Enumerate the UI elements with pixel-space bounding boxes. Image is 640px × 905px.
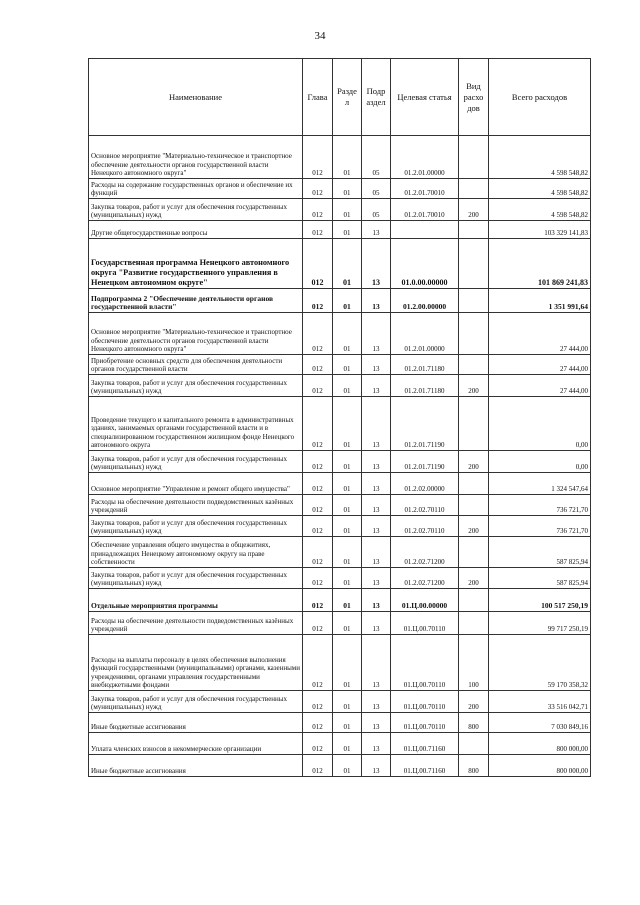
row-name: Государственная программа Ненецкого автономного округа "Развитие государственного управления в Ненецком автономном округе" xyxy=(89,239,303,289)
row-podrazdel: 13 xyxy=(362,495,391,516)
table-row xyxy=(89,589,591,612)
row-glava: 012 xyxy=(303,179,333,199)
page-number: 34 xyxy=(314,30,326,42)
row-podrazdel: 13 xyxy=(362,612,391,635)
table-row xyxy=(89,473,591,495)
row-vid xyxy=(459,473,489,495)
row-vid xyxy=(459,313,489,355)
row-total: 4 598 548,82 xyxy=(489,136,591,179)
row-name: Основное мероприятие "Материально-техническое и транспортное обеспечение деятельности органов государственной власти Ненецкого автономного округа" xyxy=(89,136,303,179)
table-row xyxy=(89,516,591,537)
table-row xyxy=(89,221,591,239)
row-razdel: 01 xyxy=(333,733,362,755)
row-target: 01.2.01.71180 xyxy=(391,355,459,375)
row-target: 01.Ц.00.71160 xyxy=(391,755,459,777)
row-name: Закупка товаров, работ и услуг для обеспечения государственных (муниципальных) нужд xyxy=(89,375,303,397)
row-target: 01.2.01.00000 xyxy=(391,136,459,179)
row-total: 100 517 250,19 xyxy=(489,589,591,612)
table-row xyxy=(89,495,591,516)
row-name: Основное мероприятие "Материально-техническое и транспортное обеспечение деятельности органов государственной власти Ненецкого автономного округа" xyxy=(89,313,303,355)
row-vid xyxy=(459,612,489,635)
row-razdel: 01 xyxy=(333,612,362,635)
row-razdel: 01 xyxy=(333,313,362,355)
row-vid xyxy=(459,589,489,612)
row-podrazdel: 13 xyxy=(362,355,391,375)
row-total: 0,00 xyxy=(489,397,591,451)
row-target: 01.2.02.70110 xyxy=(391,495,459,516)
header-podrazdel: Подр аздел xyxy=(362,59,391,136)
row-razdel: 01 xyxy=(333,691,362,713)
row-name: Закупка товаров, работ и услуг для обеспечения государственных (муниципальных) нужд xyxy=(89,691,303,713)
row-podrazdel: 13 xyxy=(362,537,391,568)
row-podrazdel: 05 xyxy=(362,136,391,179)
row-razdel: 01 xyxy=(333,589,362,612)
row-razdel: 01 xyxy=(333,635,362,691)
row-name: Обеспечение управления общего имущества в общежитиях, принадлежащих Ненецкому автономному округу на праве собственности xyxy=(89,537,303,568)
row-glava: 012 xyxy=(303,239,333,289)
row-vid: 200 xyxy=(459,199,489,221)
row-podrazdel: 13 xyxy=(362,691,391,713)
budget-table xyxy=(88,58,591,777)
row-target: 01.2.01.70010 xyxy=(391,199,459,221)
table-row xyxy=(89,451,591,473)
table-row xyxy=(89,755,591,777)
header-glava: Глава xyxy=(303,59,333,136)
row-vid xyxy=(459,136,489,179)
row-glava: 012 xyxy=(303,568,333,589)
row-podrazdel: 13 xyxy=(362,239,391,289)
row-target: 01.Ц.00.70110 xyxy=(391,612,459,635)
table-row xyxy=(89,179,591,199)
row-glava: 012 xyxy=(303,755,333,777)
row-podrazdel: 13 xyxy=(362,713,391,733)
row-name: Иные бюджетные ассигнования xyxy=(89,755,303,777)
row-total: 99 717 250,19 xyxy=(489,612,591,635)
row-name: Уплата членских взносов в некоммерческие организации xyxy=(89,733,303,755)
row-total: 736 721,70 xyxy=(489,495,591,516)
row-name: Расходы на выплаты персоналу в целях обеспечения выполнения функций государственными (муниципальными) органами, казенными учреждениями, органами управления государственными внебюджетными фондами xyxy=(89,635,303,691)
row-name: Расходы на обеспечение деятельности подведомственных казённых учреждений xyxy=(89,612,303,635)
row-total: 27 444,00 xyxy=(489,355,591,375)
row-total: 1 324 547,64 xyxy=(489,473,591,495)
row-glava: 012 xyxy=(303,313,333,355)
row-total: 103 329 141,83 xyxy=(489,221,591,239)
row-glava: 012 xyxy=(303,221,333,239)
row-glava: 012 xyxy=(303,136,333,179)
row-target: 01.2.02.71200 xyxy=(391,568,459,589)
row-name: Приобретение основных средств для обеспечения деятельности органов государственной власти xyxy=(89,355,303,375)
row-glava: 012 xyxy=(303,289,333,313)
row-name: Расходы на обеспечение деятельности подведомственных казённых учреждений xyxy=(89,495,303,516)
table-row xyxy=(89,355,591,375)
row-vid: 200 xyxy=(459,568,489,589)
row-vid xyxy=(459,537,489,568)
row-podrazdel: 13 xyxy=(362,451,391,473)
row-total: 587 825,94 xyxy=(489,537,591,568)
row-glava: 012 xyxy=(303,451,333,473)
row-razdel: 01 xyxy=(333,289,362,313)
header-razdel: Разде л xyxy=(333,59,362,136)
row-total: 7 030 849,16 xyxy=(489,713,591,733)
row-name: Проведение текущего и капитального ремонта в административных зданиях, занимаемых органами государственной власти и в специализированном государственном жилищном фонде Ненецкого автономного округа xyxy=(89,397,303,451)
row-glava: 012 xyxy=(303,495,333,516)
row-podrazdel: 13 xyxy=(362,733,391,755)
row-razdel: 01 xyxy=(333,713,362,733)
row-total: 800 000,00 xyxy=(489,733,591,755)
row-total: 4 598 548,82 xyxy=(489,199,591,221)
row-vid: 200 xyxy=(459,516,489,537)
row-vid: 200 xyxy=(459,451,489,473)
row-glava: 012 xyxy=(303,473,333,495)
row-glava: 012 xyxy=(303,375,333,397)
row-total: 4 598 548,82 xyxy=(489,179,591,199)
row-vid: 200 xyxy=(459,375,489,397)
row-podrazdel: 13 xyxy=(362,375,391,397)
row-name: Закупка товаров, работ и услуг для обеспечения государственных (муниципальных) нужд xyxy=(89,199,303,221)
row-podrazdel: 13 xyxy=(362,397,391,451)
row-razdel: 01 xyxy=(333,755,362,777)
table-row xyxy=(89,289,591,313)
row-target: 01.Ц.00.70110 xyxy=(391,691,459,713)
table-row xyxy=(89,537,591,568)
row-podrazdel: 13 xyxy=(362,568,391,589)
row-target xyxy=(391,221,459,239)
row-vid: 800 xyxy=(459,713,489,733)
row-target: 01.Ц.00.70110 xyxy=(391,713,459,733)
table-row xyxy=(89,568,591,589)
row-podrazdel: 13 xyxy=(362,755,391,777)
row-target: 01.2.01.71180 xyxy=(391,375,459,397)
row-glava: 012 xyxy=(303,589,333,612)
table-row xyxy=(89,397,591,451)
table-row xyxy=(89,612,591,635)
header-total: Всего расходов xyxy=(489,59,591,136)
row-vid: 200 xyxy=(459,691,489,713)
row-vid xyxy=(459,239,489,289)
row-name: Другие общегосударственные вопросы xyxy=(89,221,303,239)
row-total: 1 351 991,64 xyxy=(489,289,591,313)
row-podrazdel: 05 xyxy=(362,199,391,221)
row-razdel: 01 xyxy=(333,568,362,589)
row-total: 27 444,00 xyxy=(489,313,591,355)
row-razdel: 01 xyxy=(333,537,362,568)
row-podrazdel: 05 xyxy=(362,179,391,199)
row-podrazdel: 13 xyxy=(362,589,391,612)
row-name: Отдельные мероприятия программы xyxy=(89,589,303,612)
row-name: Основное мероприятие "Управление и ремонт общего имущества" xyxy=(89,473,303,495)
table-row xyxy=(89,733,591,755)
row-podrazdel: 13 xyxy=(362,635,391,691)
header-target: Целевая статья xyxy=(391,59,459,136)
row-razdel: 01 xyxy=(333,179,362,199)
row-razdel: 01 xyxy=(333,136,362,179)
table-row xyxy=(89,713,591,733)
table-row xyxy=(89,375,591,397)
row-razdel: 01 xyxy=(333,199,362,221)
row-vid xyxy=(459,289,489,313)
row-razdel: 01 xyxy=(333,473,362,495)
row-vid xyxy=(459,733,489,755)
row-total: 736 721,70 xyxy=(489,516,591,537)
row-glava: 012 xyxy=(303,691,333,713)
row-vid xyxy=(459,495,489,516)
row-total: 587 825,94 xyxy=(489,568,591,589)
row-vid xyxy=(459,355,489,375)
row-vid: 800 xyxy=(459,755,489,777)
row-glava: 012 xyxy=(303,612,333,635)
row-total: 59 170 358,32 xyxy=(489,635,591,691)
row-podrazdel: 13 xyxy=(362,313,391,355)
table-row xyxy=(89,313,591,355)
table-row xyxy=(89,136,591,179)
row-target: 01.2.02.00000 xyxy=(391,473,459,495)
row-glava: 012 xyxy=(303,397,333,451)
row-name: Подпрограмма 2 "Обеспечение деятельности органов государственной власти" xyxy=(89,289,303,313)
row-target: 01.2.01.00000 xyxy=(391,313,459,355)
row-glava: 012 xyxy=(303,635,333,691)
row-podrazdel: 13 xyxy=(362,289,391,313)
row-target: 01.2.00.00000 xyxy=(391,289,459,313)
row-target: 01.Ц.00.70110 xyxy=(391,635,459,691)
row-glava: 012 xyxy=(303,537,333,568)
row-glava: 012 xyxy=(303,713,333,733)
row-razdel: 01 xyxy=(333,495,362,516)
row-vid: 100 xyxy=(459,635,489,691)
table-row xyxy=(89,635,591,691)
row-name: Расходы на содержание государственных органов и обеспечение их функций xyxy=(89,179,303,199)
row-total: 101 869 241,83 xyxy=(489,239,591,289)
row-razdel: 01 xyxy=(333,397,362,451)
table-row xyxy=(89,199,591,221)
row-razdel: 01 xyxy=(333,221,362,239)
row-razdel: 01 xyxy=(333,516,362,537)
table-row xyxy=(89,239,591,289)
row-target: 01.Ц.00.71160 xyxy=(391,733,459,755)
row-razdel: 01 xyxy=(333,355,362,375)
row-razdel: 01 xyxy=(333,375,362,397)
table-row xyxy=(89,691,591,713)
row-glava: 012 xyxy=(303,733,333,755)
row-podrazdel: 13 xyxy=(362,221,391,239)
row-vid xyxy=(459,221,489,239)
row-target: 01.2.02.71200 xyxy=(391,537,459,568)
row-razdel: 01 xyxy=(333,239,362,289)
header-row xyxy=(89,59,591,136)
row-total: 27 444,00 xyxy=(489,375,591,397)
row-vid xyxy=(459,397,489,451)
row-vid xyxy=(459,179,489,199)
header-name: Наименование xyxy=(89,59,303,136)
row-total: 33 516 042,71 xyxy=(489,691,591,713)
row-target: 01.2.01.70010 xyxy=(391,179,459,199)
row-name: Закупка товаров, работ и услуг для обеспечения государственных (муниципальных) нужд xyxy=(89,451,303,473)
row-target: 01.2.02.70110 xyxy=(391,516,459,537)
row-target: 01.2.01.71190 xyxy=(391,397,459,451)
row-podrazdel: 13 xyxy=(362,473,391,495)
row-total: 800 000,00 xyxy=(489,755,591,777)
row-target: 01.2.01.71190 xyxy=(391,451,459,473)
row-target: 01.0.00.00000 xyxy=(391,239,459,289)
row-name: Иные бюджетные ассигнования xyxy=(89,713,303,733)
row-glava: 012 xyxy=(303,199,333,221)
header-vid: Вид расхо дов xyxy=(459,59,489,136)
row-glava: 012 xyxy=(303,355,333,375)
row-podrazdel: 13 xyxy=(362,516,391,537)
row-name: Закупка товаров, работ и услуг для обеспечения государственных (муниципальных) нужд xyxy=(89,516,303,537)
row-razdel: 01 xyxy=(333,451,362,473)
row-target: 01.Ц.00.00000 xyxy=(391,589,459,612)
row-name: Закупка товаров, работ и услуг для обеспечения государственных (муниципальных) нужд xyxy=(89,568,303,589)
row-glava: 012 xyxy=(303,516,333,537)
row-total: 0,00 xyxy=(489,451,591,473)
